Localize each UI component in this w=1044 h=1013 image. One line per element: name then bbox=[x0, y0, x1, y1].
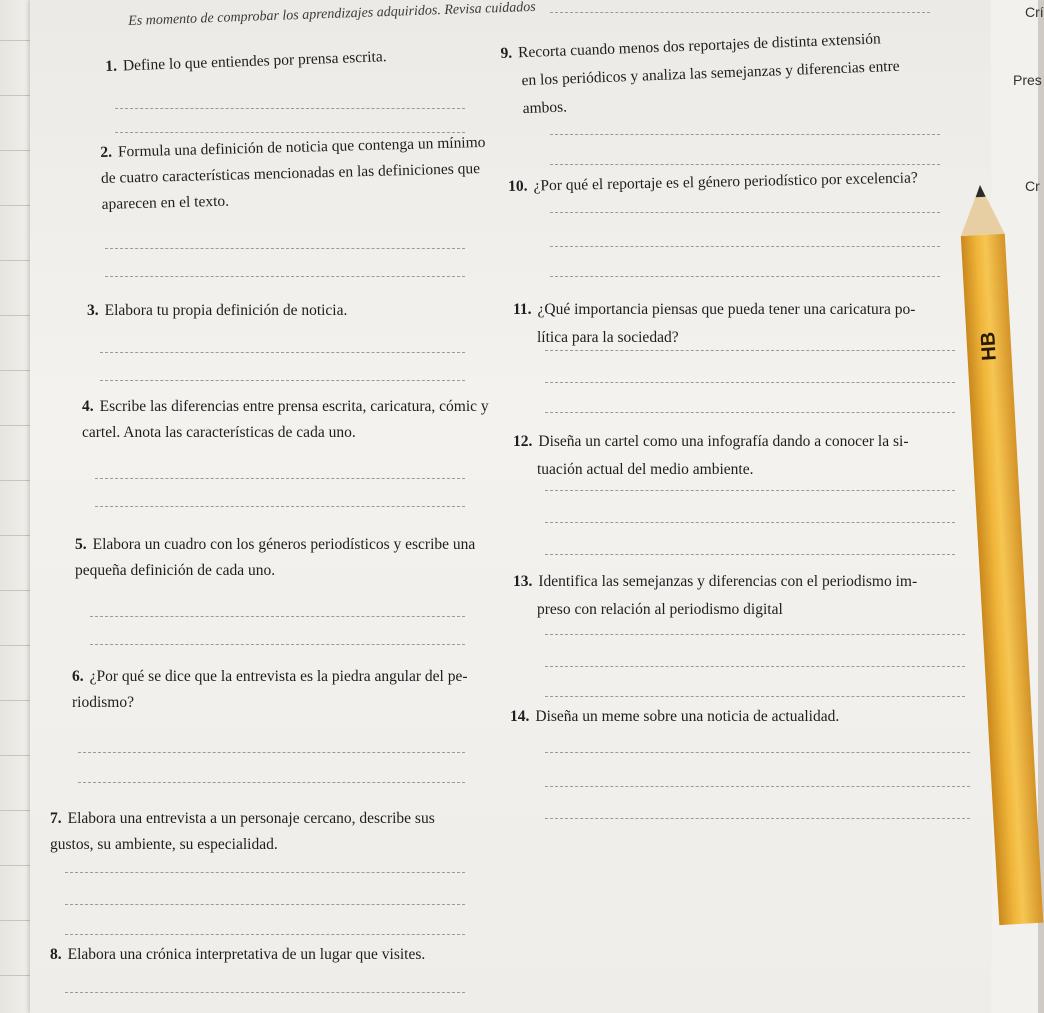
answer-line bbox=[550, 164, 940, 165]
question-1: 1. Define lo que entiendes por prensa escrita. bbox=[105, 48, 387, 75]
answer-line bbox=[545, 666, 965, 667]
answer-line bbox=[550, 212, 940, 213]
question-14: 14. Diseña un meme sobre una noticia de actualidad. bbox=[510, 708, 840, 725]
answer-line bbox=[78, 752, 465, 753]
answer-line bbox=[545, 696, 965, 697]
header-instruction: Es momento de comprobar los aprendizajes adquiridos. Revisa cuidados bbox=[128, 0, 536, 29]
neighbor-label-2: Pres bbox=[1013, 72, 1042, 88]
worksheet-page bbox=[30, 0, 990, 1013]
answer-line bbox=[95, 478, 465, 479]
answer-line bbox=[90, 616, 465, 617]
answer-line bbox=[545, 490, 955, 491]
question-6: 6. ¿Por qué se dice que la entrevista es la piedra angular del pe- riodismo? bbox=[72, 668, 468, 711]
answer-line bbox=[550, 276, 940, 277]
answer-line bbox=[90, 644, 465, 645]
answer-line bbox=[545, 382, 955, 383]
pencil-lead bbox=[975, 185, 986, 198]
answer-line bbox=[545, 412, 955, 413]
neighbor-label-3: Cr bbox=[1025, 178, 1040, 194]
answer-line bbox=[65, 934, 465, 935]
question-5: 5. Elabora un cuadro con los géneros periodísticos y escribe una pequeña definición de cada uno. bbox=[75, 536, 476, 579]
pencil-grade-label: HB bbox=[977, 331, 1001, 362]
question-11: 11. ¿Qué importancia piensas que pueda tener una caricatura po- lítica para la sociedad? bbox=[513, 301, 916, 346]
answer-line bbox=[65, 872, 465, 873]
question-9: 9. Recorta cuando menos dos reportajes de distinta extensión en los periódicos y analiza las semejanzas y diferencias entre ambos. bbox=[500, 30, 900, 118]
answer-line bbox=[115, 108, 465, 109]
neighbor-label-1: Crí bbox=[1025, 4, 1044, 20]
question-3: 3. Elabora tu propia definición de noticia. bbox=[87, 302, 348, 319]
answer-line bbox=[550, 12, 930, 13]
answer-line bbox=[550, 134, 940, 135]
answer-line bbox=[545, 522, 955, 523]
answer-line bbox=[105, 276, 465, 277]
answer-line bbox=[545, 818, 970, 819]
question-13: 13. Identifica las semejanzas y diferencias con el periodismo im- preso con relación al periodismo digital bbox=[513, 573, 918, 618]
answer-line bbox=[545, 554, 955, 555]
answer-line bbox=[105, 248, 465, 249]
question-8: 8. Elabora una crónica interpretativa de un lugar que visites. bbox=[50, 946, 426, 963]
answer-line bbox=[545, 752, 970, 753]
answer-line bbox=[100, 352, 465, 353]
answer-line bbox=[545, 786, 970, 787]
answer-line bbox=[545, 634, 965, 635]
answer-line bbox=[550, 246, 940, 247]
question-2: 2. Formula una definición de noticia que contenga un mínimo de cuatro características mencionadas en las definiciones que aparecen en el texto. bbox=[100, 133, 486, 213]
answer-line bbox=[78, 782, 465, 783]
question-7: 7. Elabora una entrevista a un personaje cercano, describe sus gustos, su ambiente, su especialidad. bbox=[50, 810, 435, 853]
answer-line bbox=[95, 506, 465, 507]
answer-line bbox=[545, 350, 955, 351]
question-10: 10. ¿Por qué el reportaje es el género periodístico por excelencia? bbox=[508, 169, 918, 195]
question-4: 4. Escribe las diferencias entre prensa escrita, caricatura, cómic y cartel. Anota las características de cada uno. bbox=[82, 398, 489, 441]
answer-line bbox=[100, 380, 465, 381]
answer-line bbox=[65, 992, 465, 993]
answer-line bbox=[65, 904, 465, 905]
question-12: 12. Diseña un cartel como una infografía dando a conocer la si- tuación actual del medio ambiente. bbox=[513, 433, 909, 478]
